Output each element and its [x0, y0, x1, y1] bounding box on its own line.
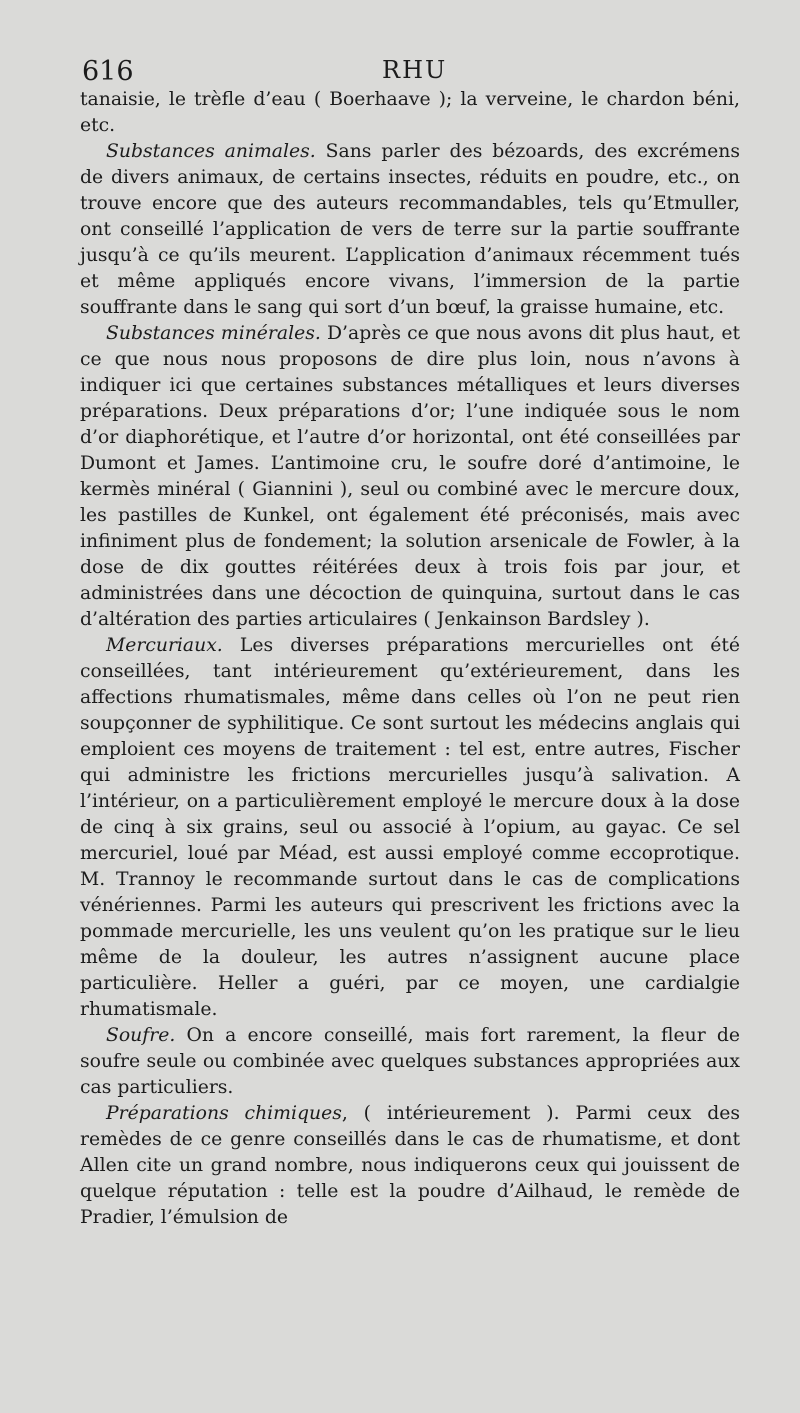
section-heading: Soufre.	[106, 1025, 176, 1046]
section-heading: Préparations chimiques	[106, 1103, 342, 1124]
paragraph-text: Sans parler des bézoards, des excrémens de divers animaux, de certains insectes, réduits en poudre, etc., on trouve encore que des auteurs recommandables, tels qu’Etmuller, ont conseillé l’application de vers de terre sur la partie souffrante jusqu’à ce qu’ils meurent. L’application d’animaux récemment tués et même appliqués encore vivans, l’immersion de la partie souffrante dans le sang qui sort d’un bœuf, la graisse humaine, etc.	[80, 141, 740, 318]
body-text	[80, 87, 740, 1231]
paragraph-text: tanaisie, le trèfle d’eau ( Boerhaave ); la verveine, le chardon béni, etc.	[80, 89, 740, 136]
section-heading: Mercuriaux.	[106, 635, 223, 656]
paragraph-substances-minerales	[80, 321, 740, 633]
section-heading: Substances animales.	[106, 141, 316, 162]
paragraph-text: On a encore conseillé, mais fort rarement, la fleur de soufre seule ou combinée avec quelques substances appropriées aux cas particuliers.	[80, 1025, 740, 1098]
paragraph-text: D’après ce que nous avons dit plus haut, et ce que nous nous proposons de dire plus loin, nous n’avons à indiquer ici que certaines substances métalliques et leurs diverses préparations. Deux préparations d’or; l’une indiquée sous le nom d’or diaphorétique, et l’autre d’or horizontal, ont été conseillées par Dumont et James. L’antimoine cru, le soufre doré d’antimoine, le kermès minéral ( Giannini ), seul ou combiné avec le mercure doux, les pastilles de Kunkel, ont également été préconisés, mais avec infiniment plus de fondement; la solution arsenicale de Fowler, à la dose de dix gouttes réitérées deux à trois fois par jour, et administrées dans une décoction de quinquina, surtout dans le cas d’altération des parties articulaires ( Jenkainson Bardsley ).	[80, 323, 740, 630]
paragraph-continuation	[80, 87, 740, 139]
running-head: RHU	[382, 56, 448, 84]
paragraph-soufre	[80, 1023, 740, 1101]
paragraph-substances-animales	[80, 139, 740, 321]
paragraph-text: Les diverses préparations mercurielles ont été conseillées, tant intérieurement qu’extérieurement, dans les affections rhumatismales, même dans celles où l’on ne peut rien soupçonner de syphilitique. Ce sont surtout les médecins anglais qui emploient ces moyens de traitement : tel est, entre autres, Fischer qui administre les frictions mercurielles jusqu’à salivation. A l’intérieur, on a particulièrement employé le mercure doux à la dose de cinq à six grains, seul ou associé à l’opium, au gayac. Ce sel mercuriel, loué par Méad, est aussi employé comme eccoprotique. M. Trannoy le recommande surtout dans le cas de complications vénériennes. Parmi les auteurs qui prescrivent les frictions avec la pommade mercurielle, les uns veulent qu’on les pratique sur le lieu même de la douleur, les autres n’assignent aucune place particulière. Heller a guéri, par ce moyen, une cardialgie rhumatismale.	[80, 635, 740, 1020]
paragraph-preparations-chimiques	[80, 1101, 740, 1231]
paragraph-mercuriaux	[80, 633, 740, 1023]
section-heading: Substances minérales.	[106, 323, 321, 344]
page-number: 616	[82, 56, 134, 87]
paragraph-text: , ( intérieurement ). Parmi ceux des remèdes de ce genre conseillés dans le cas de rhumatisme, et dont Allen cite un grand nombre, nous indiquerons ceux qui jouissent de quelque réputation : telle est la poudre d’Ailhaud, le remède de Pradier, l’émulsion de	[80, 1103, 740, 1228]
